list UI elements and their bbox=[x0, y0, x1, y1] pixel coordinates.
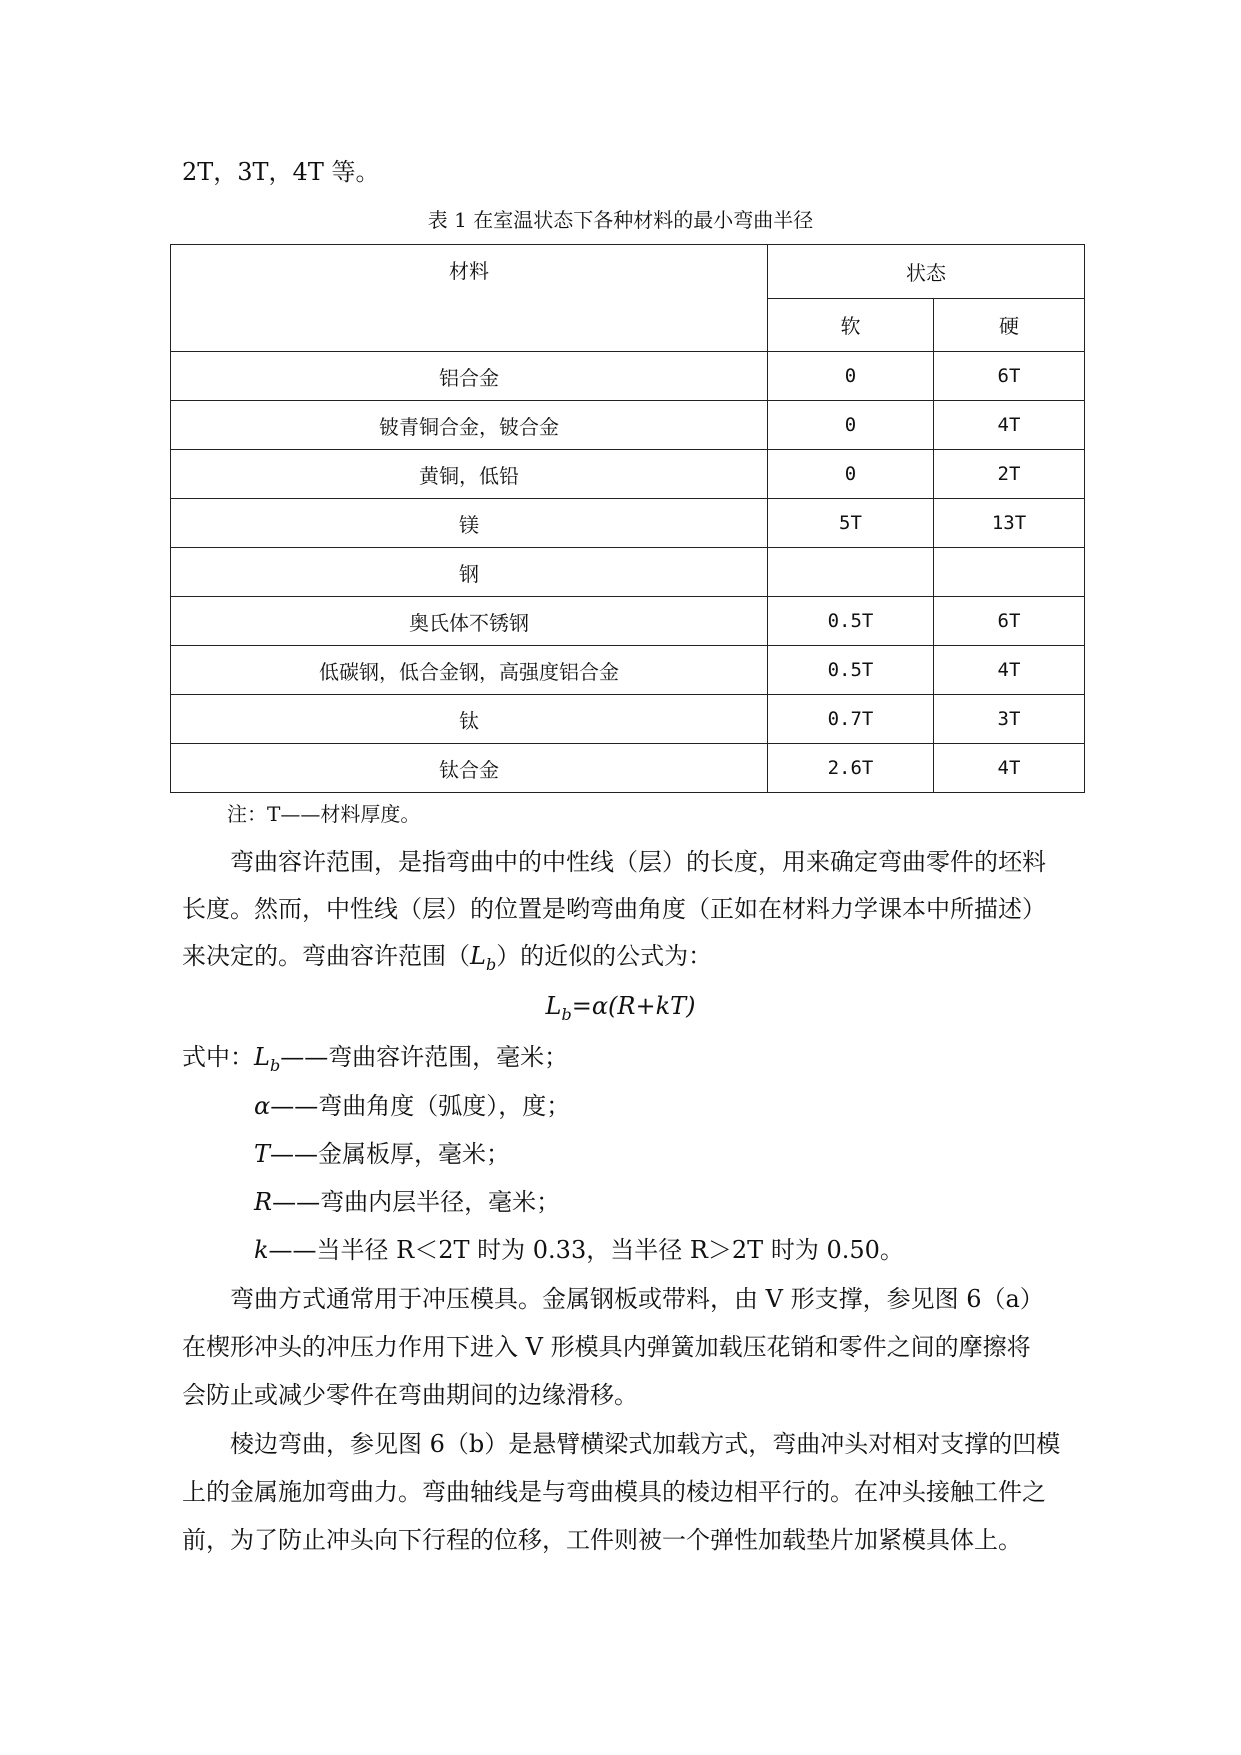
paragraph-text: ）的近似的公式为： bbox=[496, 942, 713, 970]
definition-line: α——弯曲角度（弧度），度； bbox=[254, 1092, 571, 1120]
material-cell: 黄铜，低铅 bbox=[171, 450, 768, 499]
table-row bbox=[171, 450, 1085, 499]
hard-cell: 6T bbox=[934, 352, 1085, 401]
soft-cell bbox=[768, 548, 934, 597]
hard-cell: 3T bbox=[934, 695, 1085, 744]
paragraph-line: 棱边弯曲，参见图 6（b）是悬臂横梁式加载方式，弯曲冲头对相对支撑的凹模 bbox=[230, 1430, 1061, 1458]
soft-cell: 2.6T bbox=[768, 744, 934, 793]
material-cell: 钛 bbox=[171, 695, 768, 744]
definition-line: k——当半径 R＜2T 时为 0.33，当半径 R＞2T 时为 0.50。 bbox=[254, 1236, 904, 1264]
paragraph-line: 上的金属施加弯曲力。弯曲轴线是与弯曲模具的棱边相平行的。在冲头接触工件之 bbox=[182, 1478, 1046, 1506]
hard-cell: 6T bbox=[934, 597, 1085, 646]
bend-radius-table bbox=[170, 244, 1085, 793]
material-cell: 低碳钢，低合金钢，高强度铝合金 bbox=[171, 646, 768, 695]
material-cell: 钛合金 bbox=[171, 744, 768, 793]
paragraph-line: 前，为了防止冲头向下行程的位移，工件则被一个弹性加载垫片加紧模具体上。 bbox=[182, 1526, 1022, 1554]
definition-line: R——弯曲内层半径，毫米； bbox=[254, 1188, 561, 1216]
material-cell: 钢 bbox=[171, 548, 768, 597]
table-row bbox=[171, 646, 1085, 695]
paragraph-line: 在楔形冲头的冲压力作用下进入 V 形模具内弹簧加载压花销和零件之间的摩擦将 bbox=[182, 1333, 1031, 1361]
symbol-lb: $L_b$ bbox=[470, 942, 497, 974]
material-cell: 铍青铜合金，铍合金 bbox=[171, 401, 768, 450]
material-cell: 铝合金 bbox=[171, 352, 768, 401]
table-row bbox=[171, 548, 1085, 597]
table-row bbox=[171, 695, 1085, 744]
table-row bbox=[171, 401, 1085, 450]
soft-cell: 0 bbox=[768, 352, 934, 401]
formula: $L_b=\alpha(R+kT)$ bbox=[545, 992, 696, 1024]
table-row bbox=[171, 597, 1085, 646]
material-cell: 奥氏体不锈钢 bbox=[171, 597, 768, 646]
definition-line: T——金属板厚，毫米； bbox=[254, 1140, 511, 1168]
header-hard: 硬 bbox=[934, 298, 1085, 352]
soft-cell: 0 bbox=[768, 401, 934, 450]
paragraph-line: 弯曲容许范围，是指弯曲中的中性线（层）的长度，用来确定弯曲零件的坯料 bbox=[230, 848, 1046, 876]
table-row bbox=[171, 352, 1085, 401]
hard-cell: 4T bbox=[934, 401, 1085, 450]
table-caption: 表 1 在室温状态下各种材料的最小弯曲半径 bbox=[427, 208, 814, 232]
soft-cell: 0.7T bbox=[768, 695, 934, 744]
table-row bbox=[171, 744, 1085, 793]
material-cell: 镁 bbox=[171, 499, 768, 548]
soft-cell: 0 bbox=[768, 450, 934, 499]
definition-prefix: 式中： bbox=[182, 1043, 254, 1071]
soft-cell: 5T bbox=[768, 499, 934, 548]
paragraph-line: 会防止或减少零件在弯曲期间的边缘滑移。 bbox=[182, 1381, 638, 1409]
table-note: 注：T——材料厚度。 bbox=[227, 802, 421, 826]
paragraph-line bbox=[182, 942, 712, 979]
header-soft: 软 bbox=[768, 298, 934, 352]
hard-cell: 4T bbox=[934, 646, 1085, 695]
definition-line: 式中：$L_b——$弯曲容许范围，毫米； bbox=[182, 1043, 569, 1075]
paragraph-text: 来决定的。弯曲容许范围（ bbox=[182, 942, 470, 970]
paragraph-line: 长度。然而，中性线（层）的位置是哟弯曲角度（正如在材料力学课本中所描述） bbox=[182, 895, 1046, 923]
hard-cell: 13T bbox=[934, 499, 1085, 548]
hard-cell bbox=[934, 548, 1085, 597]
continuation-line: 2T，3T，4T 等。 bbox=[182, 158, 380, 186]
header-material: 材料 bbox=[171, 245, 768, 352]
paragraph-line: 弯曲方式通常用于冲压模具。金属钢板或带料，由 V 形支撑，参见图 6（a） bbox=[230, 1285, 1044, 1313]
table-row bbox=[171, 499, 1085, 548]
hard-cell: 4T bbox=[934, 744, 1085, 793]
hard-cell: 2T bbox=[934, 450, 1085, 499]
soft-cell: 0.5T bbox=[768, 597, 934, 646]
header-state: 状态 bbox=[768, 245, 1085, 299]
soft-cell: 0.5T bbox=[768, 646, 934, 695]
